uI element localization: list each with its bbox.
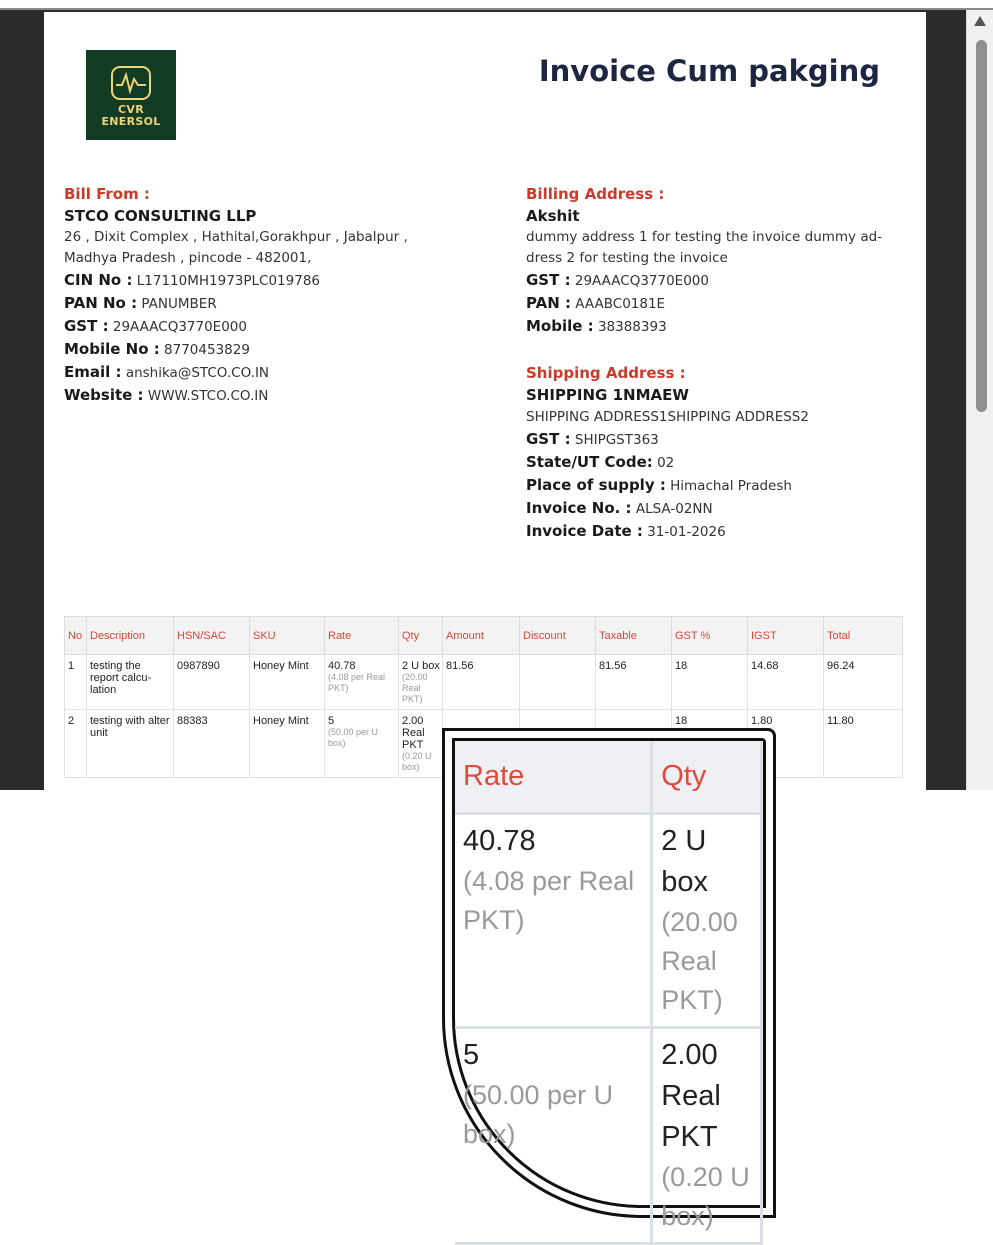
cin-label: CIN No : (64, 271, 133, 289)
zoom-row (455, 1027, 762, 1243)
shipping-invoice-no (526, 497, 906, 520)
invoice-page (44, 12, 926, 790)
col-header: Qty (399, 617, 443, 655)
zoom-qty-sub: (20.00 Real PKT) (661, 906, 738, 1015)
viewer-top-bar (0, 0, 993, 10)
cell-gst: 18 (672, 655, 748, 710)
shipping-name: SHIPPING 1NMAEW (526, 386, 689, 404)
billing-mobile-value: 38388393 (597, 319, 667, 335)
bill-from-website (64, 384, 424, 407)
shipping-gst (526, 428, 906, 451)
col-header: SKU (250, 617, 325, 655)
zoom-header-rate: Rate (455, 741, 652, 813)
pan-value: PANUMBER (141, 296, 217, 312)
cell-no: 2 (65, 710, 87, 778)
cell-discount (520, 655, 596, 710)
zoom-rate-cell (455, 1027, 652, 1243)
logo-text (86, 104, 176, 128)
shipping-gst-label: GST : (526, 430, 571, 448)
zoom-qty-sub: (0.20 U box) (661, 1161, 750, 1231)
billing-pan-label: PAN : (526, 294, 571, 312)
gst-label: GST : (64, 317, 109, 335)
shipping-address-section (526, 362, 906, 543)
zoom-qty-value: 2 U box (661, 824, 708, 898)
website-label: Website : (64, 386, 144, 404)
col-header: Taxable (596, 617, 672, 655)
col-header: Total (824, 617, 903, 655)
cell-total: 96.24 (824, 655, 903, 710)
billing-address-section (526, 183, 906, 338)
vertical-scrollbar[interactable] (966, 10, 993, 790)
rate-value: 40.78 (328, 660, 356, 672)
logo-line-1: CVR (118, 103, 144, 116)
bill-from-cin (64, 269, 424, 292)
cell-igst: 1.80 (748, 710, 824, 778)
col-header: Rate (325, 617, 399, 655)
mobile-value: 8770453829 (164, 342, 250, 358)
rate-value: 5 (328, 715, 335, 727)
zoom-rate-value: 5 (463, 1038, 480, 1071)
qty-sub: (0.20 U box) (402, 751, 432, 772)
cell-no: 1 (65, 655, 87, 710)
rate-sub: (50.00 per U box) (328, 727, 379, 748)
pulse-logo-icon (110, 65, 152, 101)
cell-hsn: 0987890 (174, 655, 250, 710)
cell-taxable: 81.56 (596, 655, 672, 710)
mobile-label: Mobile No : (64, 340, 160, 358)
cin-value: L17110MH1973PLC019786 (136, 273, 320, 289)
website-value: WWW.STCO.CO.IN (147, 388, 269, 404)
zoom-rate-sub: (4.08 per Real PKT) (463, 865, 635, 935)
zoom-row (455, 813, 762, 1027)
table-row (65, 655, 903, 710)
zoom-rate-sub: (50.00 per U box) (463, 1079, 614, 1149)
shipping-state (526, 451, 906, 474)
bill-from-company: STCO CONSULTING LLP (64, 207, 257, 225)
billing-gst-value: 29AAACQ3770E000 (574, 273, 709, 289)
logo-line-2: ENERSOL (101, 115, 161, 128)
zoomed-table (455, 741, 763, 1245)
cell-rate (325, 710, 399, 778)
cell-qty (399, 710, 443, 778)
zoom-qty-cell (652, 1027, 762, 1243)
col-header: GST % (672, 617, 748, 655)
bill-from-gst (64, 315, 424, 338)
invoice-date-value: 31-01-2026 (647, 524, 726, 540)
cell-description: testing with alter unit (87, 710, 174, 778)
billing-mobile (526, 315, 906, 338)
billing-gst-label: GST : (526, 271, 571, 289)
billing-pan (526, 292, 906, 315)
bill-from-section (64, 183, 424, 407)
pan-label: PAN No : (64, 294, 138, 312)
email-label: Email : (64, 363, 122, 381)
cell-sku: Honey Mint (250, 655, 325, 710)
zoom-qty-value: 2.00 Real PKT (661, 1038, 721, 1153)
bill-from-mobile (64, 338, 424, 361)
zoom-header-qty: Qty (652, 741, 762, 813)
billing-pan-value: AAABC0181E (575, 296, 666, 312)
cell-hsn: 88383 (174, 710, 250, 778)
col-header: No (65, 617, 87, 655)
qty-sub: (20.00 Real PKT) (402, 672, 428, 704)
qty-value: 2.00 Real PKT (402, 715, 425, 751)
billing-address: dummy address 1 for testing the invoice dummy ad-dress 2 for testing the invoice (526, 229, 883, 266)
billing-mobile-label: Mobile : (526, 317, 594, 335)
shipping-gst-value: SHIPGST363 (574, 432, 659, 448)
cell-sku: Honey Mint (250, 710, 325, 778)
col-header: HSN/SAC (174, 617, 250, 655)
items-header-row (65, 617, 903, 655)
qty-value: 2 U box (402, 660, 440, 672)
bill-from-address: 26 , Dixit Complex , Hathital,Gorakhpur , Jabalpur , Madhya Pradesh , pincode - 482001, (64, 229, 408, 266)
scrollbar-thumb[interactable] (976, 40, 987, 412)
cell-description: testing the report calcu-lation (87, 655, 174, 710)
billing-gst (526, 269, 906, 292)
col-header: Discount (520, 617, 596, 655)
cell-igst: 14.68 (748, 655, 824, 710)
document-title: Invoice Cum pakging (538, 54, 880, 88)
shipping-invoice-date (526, 520, 906, 543)
scroll-up-arrow-icon[interactable] (974, 16, 986, 26)
cell-rate (325, 655, 399, 710)
invoice-no-value: ALSA-02NN (635, 501, 713, 517)
cell-gst: 18 (672, 710, 748, 778)
billing-name: Akshit (526, 207, 580, 225)
email-value: anshika@STCO.CO.IN (125, 365, 270, 381)
state-label: State/UT Code: (526, 453, 653, 471)
shipping-heading: Shipping Address : (526, 364, 686, 382)
col-header: IGST (748, 617, 824, 655)
bill-from-email (64, 361, 424, 384)
zoom-rate-cell (455, 813, 652, 1027)
col-header: Description (87, 617, 174, 655)
zoom-rate-value: 40.78 (463, 824, 536, 857)
gst-value: 29AAACQ3770E000 (112, 319, 247, 335)
zoom-callout (452, 738, 766, 1231)
bill-from-heading: Bill From : (64, 185, 150, 203)
invoice-date-label: Invoice Date : (526, 522, 643, 540)
shipping-place (526, 474, 906, 497)
company-logo (86, 50, 176, 140)
billing-heading: Billing Address : (526, 185, 665, 203)
col-header: Amount (443, 617, 520, 655)
cell-qty (399, 655, 443, 710)
bill-from-pan (64, 292, 424, 315)
rate-sub: (4.08 per Real PKT) (328, 672, 386, 693)
zoom-header-row (455, 741, 762, 813)
cell-total: 11.80 (824, 710, 903, 778)
zoom-qty-cell (652, 813, 762, 1027)
shipping-address: SHIPPING ADDRESS1SHIPPING ADDRESS2 (526, 409, 809, 425)
invoice-no-label: Invoice No. : (526, 499, 632, 517)
place-value: Himachal Pradesh (670, 478, 792, 494)
place-label: Place of supply : (526, 476, 666, 494)
cell-amount: 81.56 (443, 655, 520, 710)
state-value: 02 (657, 455, 675, 471)
